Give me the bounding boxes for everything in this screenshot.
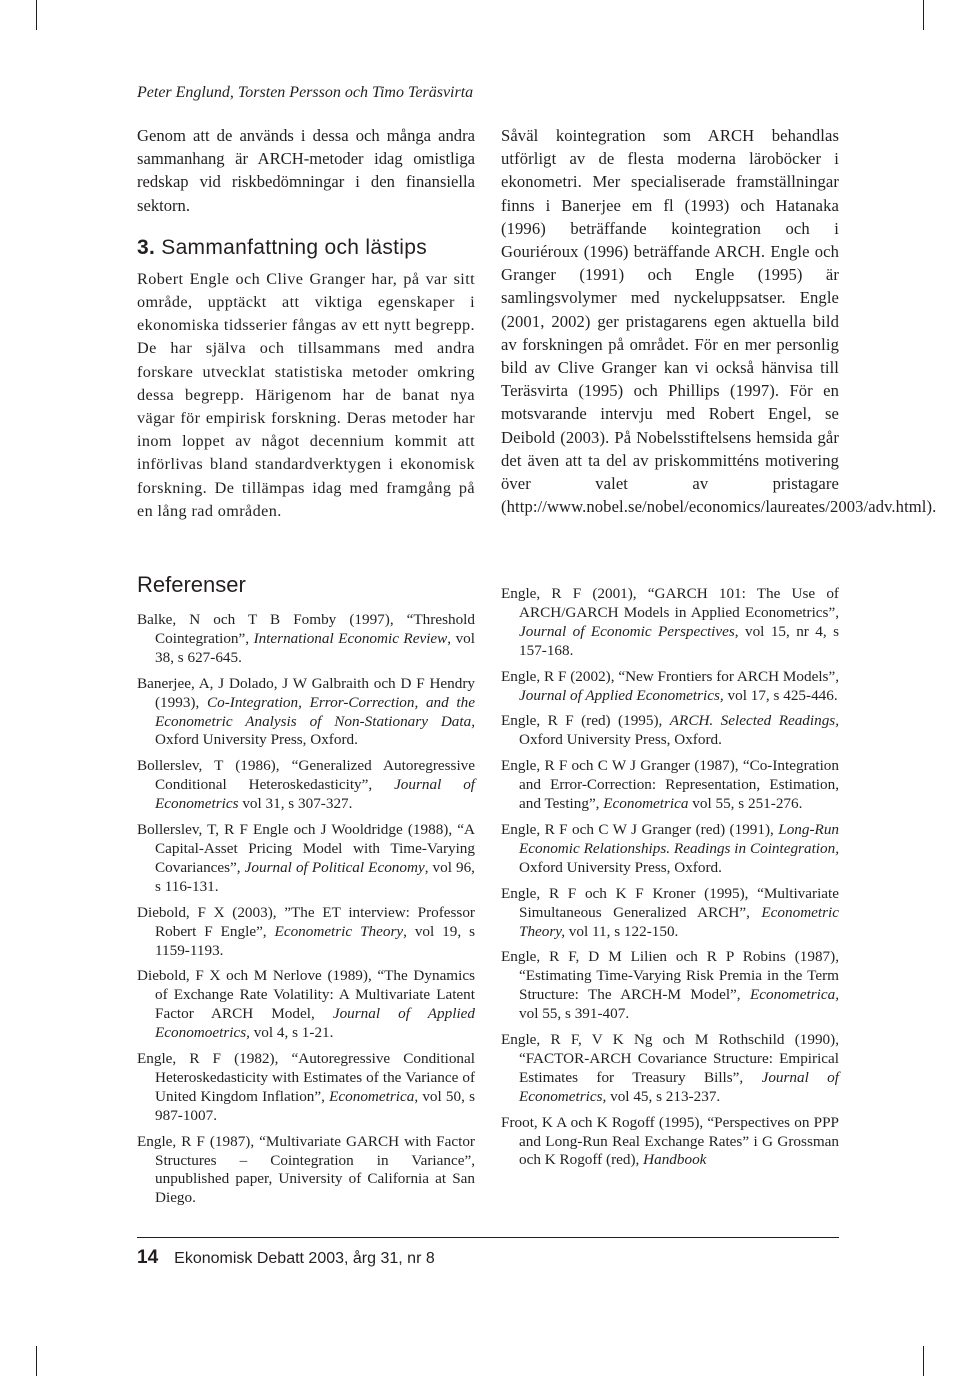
reading-tips-paragraph: Såväl kointegration som ARCH behandlas utförligt av de flesta moderna läroböcker i ekonometri. Mer specialiserade framställningar finns i Banerjee em fl (1993) och Hatanaka (1996) beträffande kointegration och i Gouriéroux (1996) beträffande ARCH. Engle och Granger (1991) och Engle (1995) är samlingsvolymer med nyckeluppsatser. Engle (2001, 2002) ger pristagarens egen aktuella bild av forskningen på området. För en mer personlig bild av Clive Granger kan vi också hänvisa till Teräsvirta (1995) och Phillips (1997). För en motsvarande intervju med Robert Engel, se Deibold (2003). På Nobelsstiftelsens hemsida går det även att ta del av priskommitténs motivering över valet av pristagare (http://www.nobel.se/nobel/economics/laureates/2003/adv.html). (501, 126, 937, 517)
reference-text: Engle, R F, V K Ng och M Rothschild (1990), “FACTOR-ARCH Covariance Structure: Empirical Estimates for Treasury Bills”, (501, 1031, 839, 1086)
journal-name: Ekonomisk Debatt 2003, årg 31, nr 8 (174, 1250, 435, 1267)
right-column (501, 124, 937, 518)
reference-item (501, 948, 839, 1024)
reference-text: vol 55, s 391-407. (519, 1005, 630, 1023)
reference-text: , vol 96, s 116-131. (155, 858, 475, 895)
page-footer (137, 1247, 435, 1269)
reference-text: Bollerslev, T, R F Engle och J Wooldridge (1988), “A Capital-Asset Pricing Model with Time-Varying Covariances”, (137, 821, 475, 876)
crop-mark-bottom-left (36, 1346, 37, 1376)
reference-text: Froot, K A och K Rogoff (1995), “Perspectives on PPP and Long-Run Real Exchange Rates” i G Grossman och K Rogoff (red), (501, 1113, 839, 1169)
reference-item (137, 1133, 475, 1209)
reference-text: vol 45, s 213-237. (606, 1087, 721, 1105)
reference-italic-text: Journal of Economic Perspectives (519, 622, 735, 640)
reference-text: , vol 38, s 627-645. (155, 629, 475, 666)
reference-item (137, 821, 475, 897)
reference-text: vol 55, s 251-276. (688, 795, 803, 813)
section-number: 3. (137, 235, 156, 259)
reference-item (501, 668, 839, 706)
reference-text: Diebold, F X (2003), ”The ET interview: Professor Robert F Engle”, (137, 903, 475, 940)
section-title: Sammanfattning och lästips (161, 235, 428, 259)
reference-item (501, 712, 839, 750)
reference-text: Engle, R F och C W J Granger (red) (1991), (501, 820, 779, 838)
reference-italic-text: Econometrica, (750, 986, 839, 1004)
intro-paragraph: Genom att de används i dessa och många andra sammanhang är ARCH-metoder idag omistliga redskap vid riskbedömningar i den finansiella sektorn. (137, 126, 475, 215)
reference-text: Engle, R F (1982), “Autoregressive Conditional Heteroskedasticity with Estimates of the Variance of United Kingdom Inflation”, (137, 1050, 475, 1105)
references-list-right (501, 585, 839, 1170)
reference-text: vol 17, s 425-446. (723, 686, 838, 704)
reference-item (501, 885, 839, 942)
reference-italic-text: Econometric Theory (274, 922, 404, 940)
running-head: Peter Englund, Torsten Persson och Timo Teräsvirta (137, 84, 474, 101)
footer-rule (137, 1237, 839, 1238)
reference-text: vol 31, s 307-327. (238, 795, 353, 813)
reference-italic-text: Econometrica (603, 795, 689, 813)
reference-italic-text: Handbook (643, 1151, 707, 1169)
reference-italic-text: Journal of Econometrics (155, 776, 476, 813)
reference-italic-text: ARCH. Selected Readings, (669, 712, 840, 730)
reference-item (501, 1031, 839, 1107)
reference-text: Engle, R F och K F Kroner (1995), “Multivariate Simultaneous Generalized ARCH”, (501, 884, 839, 921)
reference-italic-text: Econometric Theory, (519, 903, 839, 940)
reference-item (137, 967, 475, 1043)
reference-italic-text: Journal of Applied Economoetrics, (155, 1005, 475, 1042)
page-number: 14 (137, 1247, 159, 1268)
reference-italic-text: International Economic Review (253, 629, 448, 647)
reference-text: Balke, N och T B Fomby (1997), “Threshold Cointegration”, (137, 611, 475, 647)
reference-text: vol 11, s 122-150. (565, 922, 679, 940)
crop-mark-top-left (36, 0, 37, 30)
reference-item (137, 1050, 475, 1126)
references-left-column (137, 611, 475, 1215)
reference-item (137, 611, 475, 668)
reference-text: , vol 19, s 1159-1193. (155, 922, 476, 959)
reference-italic-text: Co-Integration, Error-Correction, and the Econometric Analysis of Non-Stationary Data, (155, 693, 475, 730)
reference-item (137, 675, 475, 751)
reference-text: Engle, R F och C W J Granger (1987), “Co-Integration and Error-Correction: Representation, Estimation, and Testing”, (501, 757, 839, 813)
reference-text: , vol 15, nr 4, s 157-168. (519, 622, 839, 659)
reference-item (137, 757, 475, 814)
reference-text: Diebold, F X och M Nerlove (1989), “The Dynamics of Exchange Rate Volatility: A Multivariate Latent Factor ARCH Model, (137, 967, 475, 1023)
reference-italic-text: Econometrica (329, 1087, 415, 1105)
reference-italic-text: Long-Run Economic Relationships. Readings in Cointegration, (519, 820, 839, 857)
reference-text: Engle, R F, D M Lilien och R P Robins (1987), “Estimating Time-Varying Risk Premia in the Term Structure: The ARCH-M Model”, (501, 948, 839, 1004)
reference-text: Oxford University Press, Oxford. (519, 858, 722, 876)
reference-text: , vol 50, s 987-1007. (155, 1087, 475, 1124)
reference-item (501, 1114, 839, 1171)
reference-item (501, 821, 839, 878)
left-column (137, 124, 475, 523)
reference-text: Engle, R F (2001), “GARCH 101: The Use of ARCH/GARCH Models in Applied Econometrics”, (501, 585, 839, 621)
reference-text: Bollerslev, T (1986), “Generalized Autoregressive Conditional Heteroskedasticity”, (137, 757, 475, 794)
reference-item (501, 757, 839, 814)
crop-mark-top-right (923, 0, 924, 30)
section-heading (137, 234, 475, 262)
reference-text: Oxford University Press, Oxford. (519, 731, 722, 749)
reference-text: Engle, R F (1987), “Multivariate GARCH with Factor Structures – Cointegration in Variance”, unpublished paper, University of California at San Diego. (137, 1132, 475, 1207)
section-body: Robert Engle och Clive Granger har, på var sitt område, upptäckt att viktiga egenskaper i ekonomiska tidsserier fångas av ett nytt begrepp. De har själva och tillsammans med andra forskare utvecklat statistiska metoder omkring dessa begrepp. Härigenom har de banat nya vägar för empirisk forskning. Deras metoder har inom loppet av något decennium kommit att införlivas bland standardverktygen i ekonomisk forskning. De tillämpas idag med framgång på en lång rad områden. (137, 269, 475, 520)
reference-text: Banerjee, A, J Dolado, J W Galbraith och D F Hendry (1993), (137, 674, 475, 711)
references-list-left (137, 611, 475, 1208)
reference-text: Engle, R F (red) (1995), (501, 712, 670, 730)
reference-item (501, 585, 839, 661)
crop-mark-bottom-right (923, 1346, 924, 1376)
reference-text: Engle, R F (2002), “New Frontiers for ARCH Models”, (501, 667, 839, 685)
reference-italic-text: Journal of Econometrics, (519, 1068, 839, 1105)
references-heading: Referenser (137, 572, 246, 597)
reference-italic-text: Journal of Applied Econometrics, (519, 686, 724, 704)
reference-text: Oxford University Press, Oxford. (155, 731, 358, 749)
reference-italic-text: Journal of Political Economy (244, 858, 425, 876)
reference-item (137, 904, 475, 961)
references-right-column (501, 585, 839, 1177)
reference-text: vol 4, s 1-21. (249, 1024, 334, 1042)
